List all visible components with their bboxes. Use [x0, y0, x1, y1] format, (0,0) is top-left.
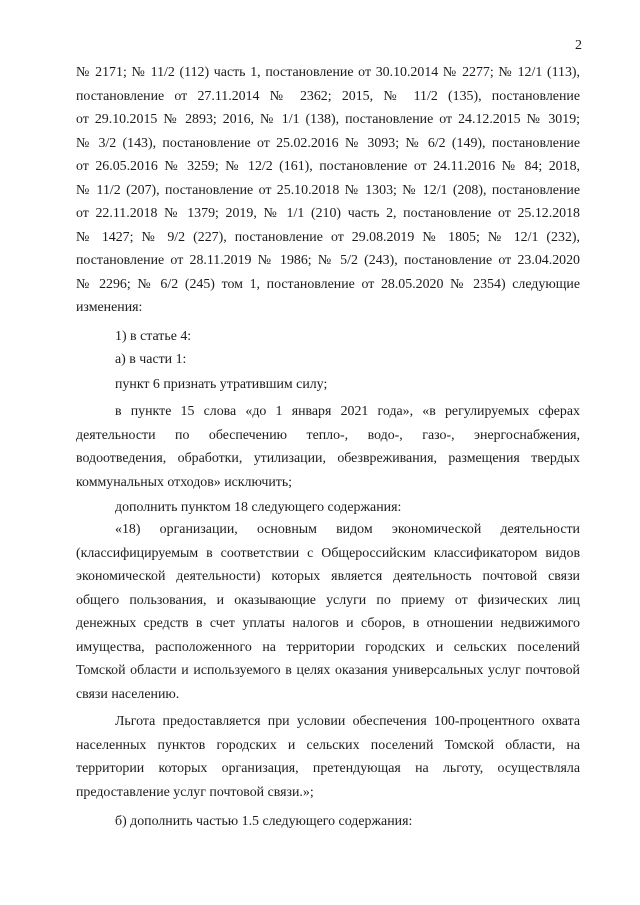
text-line: постановление от 28.11.2019 № 1986; № 5/2 (243), постановление от 23.04.2020 [76, 253, 580, 268]
paragraph [76, 61, 580, 320]
paragraph [76, 710, 580, 804]
text-line: в пункте 15 слова «до 1 января 2021 года», «в регулируемых сферах [115, 404, 580, 419]
paragraph [76, 348, 580, 372]
paragraph [76, 810, 580, 834]
text-line: от 29.10.2015 № 2893; 2016, № 1/1 (138), постановление от 24.12.2015 № 3019; [76, 112, 580, 127]
text-line: а) в части 1: [115, 352, 187, 367]
text-line: пункт 6 признать утратившим силу; [115, 377, 328, 392]
text-line: изменения: [76, 300, 143, 315]
text-line: экономической деятельности) которых является деятельность почтовой связи [76, 569, 580, 584]
paragraph [76, 496, 580, 520]
text-line: «18) организации, основным видом экономической деятельности [115, 522, 580, 537]
text-line: от 22.11.2018 № 1379; 2019, № 1/1 (210) часть 2, постановление от 25.12.2018 [76, 206, 580, 221]
text-line: дополнить пунктом 18 следующего содержания: [115, 500, 402, 515]
text-line: постановление от 27.11.2014 № 2362; 2015, № 11/2 (135), постановление [76, 88, 580, 104]
text-line: б) дополнить частью 1.5 следующего содержания: [115, 814, 413, 829]
paragraph [76, 400, 580, 494]
text-line: № 2171; № 11/2 (112) часть 1, постановление от 30.10.2014 № 2277; № 12/1 (113), [76, 65, 580, 80]
text-line: водоотведения, обработки, утилизации, обезвреживания, размещения твердых [76, 451, 580, 466]
text-line: общего пользования, и оказывающие услуги по приему от физических лиц [76, 592, 580, 608]
text-line: деятельности по обеспечению тепло-, водо-, газо-, энергоснабжения, [76, 427, 580, 443]
text-line: населенных пунктов городских и сельских поселений Томской области, на [76, 737, 580, 753]
text-line: № 11/2 (207), постановление от 25.10.2018 № 1303; № 12/1 (208), постановление [76, 182, 580, 198]
text-line: Льгота предоставляется при условии обеспечения 100-процентного охвата [115, 714, 580, 729]
text-line: № 2296; № 6/2 (245) том 1, постановление от 28.05.2020 № 2354) следующие [76, 276, 580, 292]
text-line: 1) в статье 4: [115, 329, 192, 344]
text-line: денежных средств в счет уплаты налогов и сборов, в отношении недвижимого [76, 616, 580, 631]
text-line: предоставление услуг почтовой связи.»; [76, 784, 314, 800]
paragraph [76, 373, 580, 397]
text-line: (классифицируемым в соответствии с Общероссийским классификатором видов [76, 545, 580, 561]
paragraph [76, 518, 580, 706]
text-line: имущества, расположенного на территории городских и сельских поселений [76, 639, 580, 655]
text-line: от 26.05.2016 № 3259; № 12/2 (161), постановление от 24.11.2016 № 84; 2018, [76, 159, 580, 174]
paragraph [76, 325, 580, 349]
text-line: коммунальных отходов» исключить; [76, 474, 293, 490]
text-line: № 3/2 (143), постановление от 25.02.2016 № 3093; № 6/2 (149), постановление [76, 135, 580, 151]
page-number: 2 [575, 38, 582, 53]
text-line: № 1427; № 9/2 (227), постановление от 29.08.2019 № 1805; № 12/1 (232), [76, 229, 580, 245]
text-line: связи населению. [76, 686, 180, 702]
text-line: Томской области и используемого в целях оказания универсальных услуг почтовой [76, 663, 580, 678]
text-line: территории которых организация, претендующая на льготу, осуществляла [76, 761, 580, 776]
